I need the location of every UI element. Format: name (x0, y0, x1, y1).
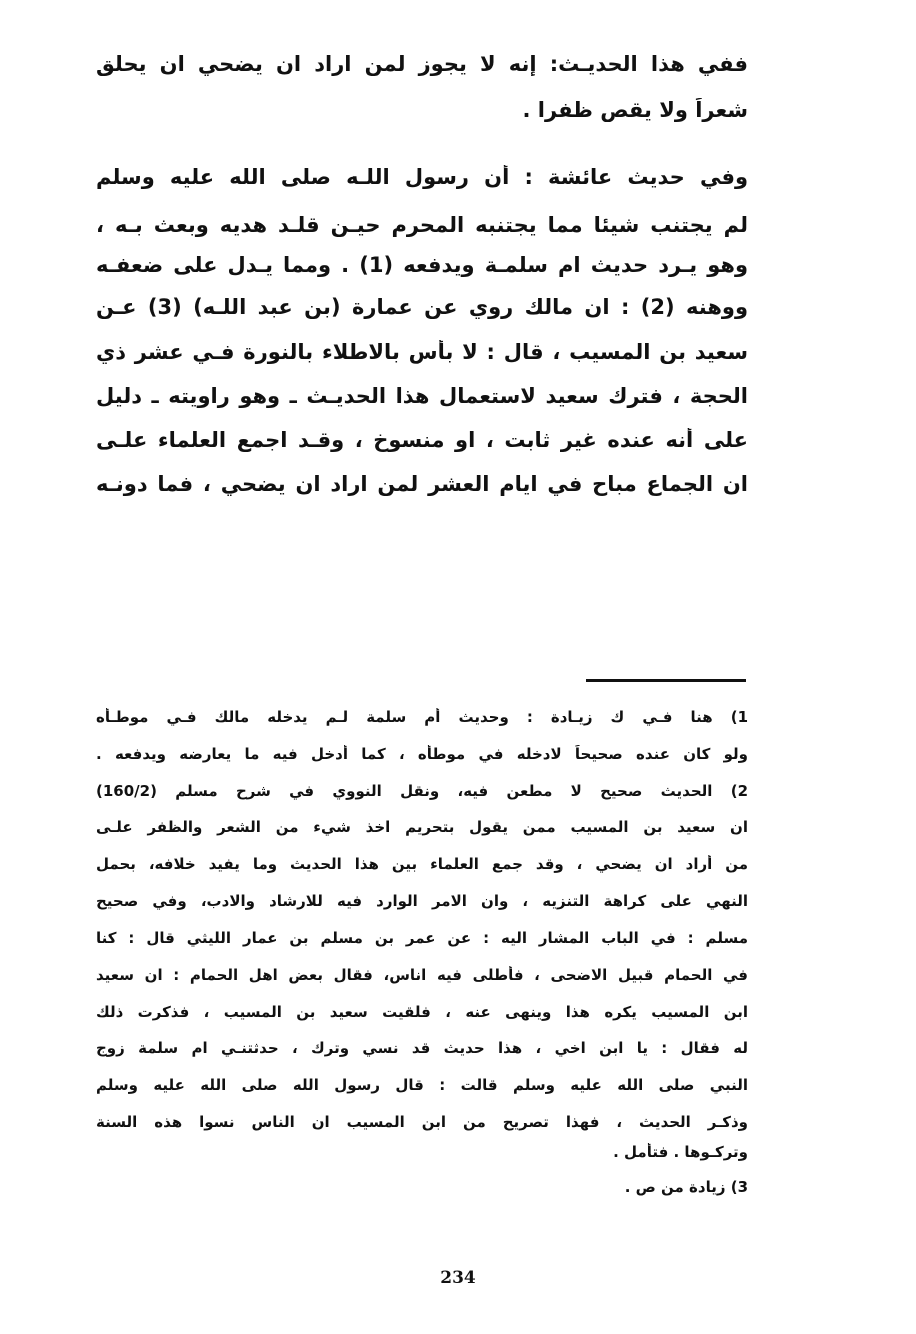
footnote-line: النهي على كراهة التنزيه ، وان الامر الوارد فيه للارشاد والادب، وفي صحيح (96, 892, 748, 910)
body-line: ووهنه (2) : ان مالك روي عن عمارة (بن عبد اللـه) (3) عـن (96, 295, 748, 319)
footnote-line: 3) زيادة من ص . (624, 1178, 748, 1196)
footnote-line: مسلم : في الباب المشار اليه : عن عمر بن مسلم بن عمار الليثي قال : كنا (96, 929, 748, 947)
footnote-line: له فقال : يا ابن اخي ، هذا حديث قد نسي وترك ، حدثتنـي ام سلمة زوج (96, 1039, 748, 1057)
footnote-line: النبي صلى الله عليه وسلم قالت : قال رسول الله صلى الله عليه وسلم (96, 1076, 748, 1094)
footnote-line: ابن المسيب يكره هذا وينهى عنه ، فلقيت سعيد بن المسيب ، فذكرت ذلك (96, 1003, 748, 1021)
body-line: لم يجتنب شيئا مما يجتنبه المحرم حيـن قلـد هديه وبعث بـه ، (96, 213, 748, 237)
body-line: شعراً ولا يقص ظفرا . (522, 98, 748, 122)
footnote-line: في الحمام قبيل الاضحى ، فأطلى فيه اناس، فقال بعض اهل الحمام : ان سعيد (96, 966, 748, 984)
footnote-line: 1) هنا فـي ك زيـادة : وحديث أم سلمة لـم يدخله مالك فـي موطـأه (96, 708, 748, 726)
body-line: وهو يـرد حديث ام سلمـة ويدفعه (1) . ومما يـدل على ضعفـه (96, 253, 748, 277)
body-line: الحجة ، فترك سعيد لاستعمال هذا الحديـث ـ وهو راويته ـ دليل (96, 384, 748, 408)
body-line: سعيد بن المسيب ، قال : لا بأس بالاطلاء بالنورة فـي عشر ذي (96, 340, 748, 364)
footnotes-block (96, 0, 748, 1334)
body-line: ففي هذا الحديـث: إنه لا يجوز لمن اراد ان يضحي ان يحلق (96, 52, 748, 76)
footnote-line: 2) الحديث صحيح لا مطعن فيه، ونقل النووي في شرح مسلم (160/2) (96, 782, 748, 800)
footnote-line: ان سعيد بن المسيب ممن يقول بتحريم اخذ شيء من الشعر والظفر علـى (96, 818, 748, 836)
footnote-line: وتركـوها . فتأمل . (613, 1143, 748, 1161)
footnote-line: وذكـر الحديث ، فهذا تصريح من ابن المسيب ان الناس نسوا هذه السنة (96, 1113, 748, 1131)
footnote-line: من أراد ان يضحي ، وقد جمع العلماء بين هذا الحديث وما يفيد خلافه، بحمل (96, 855, 748, 873)
body-line: على أنه عنده غير ثابت ، او منسوخ ، وقـد اجمع العلماء علـى (96, 428, 748, 452)
body-line: وفي حديث عائشة : أن رسول اللـه صلى الله عليه وسلم (96, 165, 748, 189)
footnote-line: ولو كان عنده صحيحاً لادخله في موطأه ، كما أدخل فيه ما يعارضه ويدفعه . (96, 745, 748, 763)
page-number: 234 (440, 1268, 476, 1288)
body-line: ان الجماع مباح في ايام العشر لمن اراد ان يضحي ، فما دونـه (96, 472, 748, 496)
